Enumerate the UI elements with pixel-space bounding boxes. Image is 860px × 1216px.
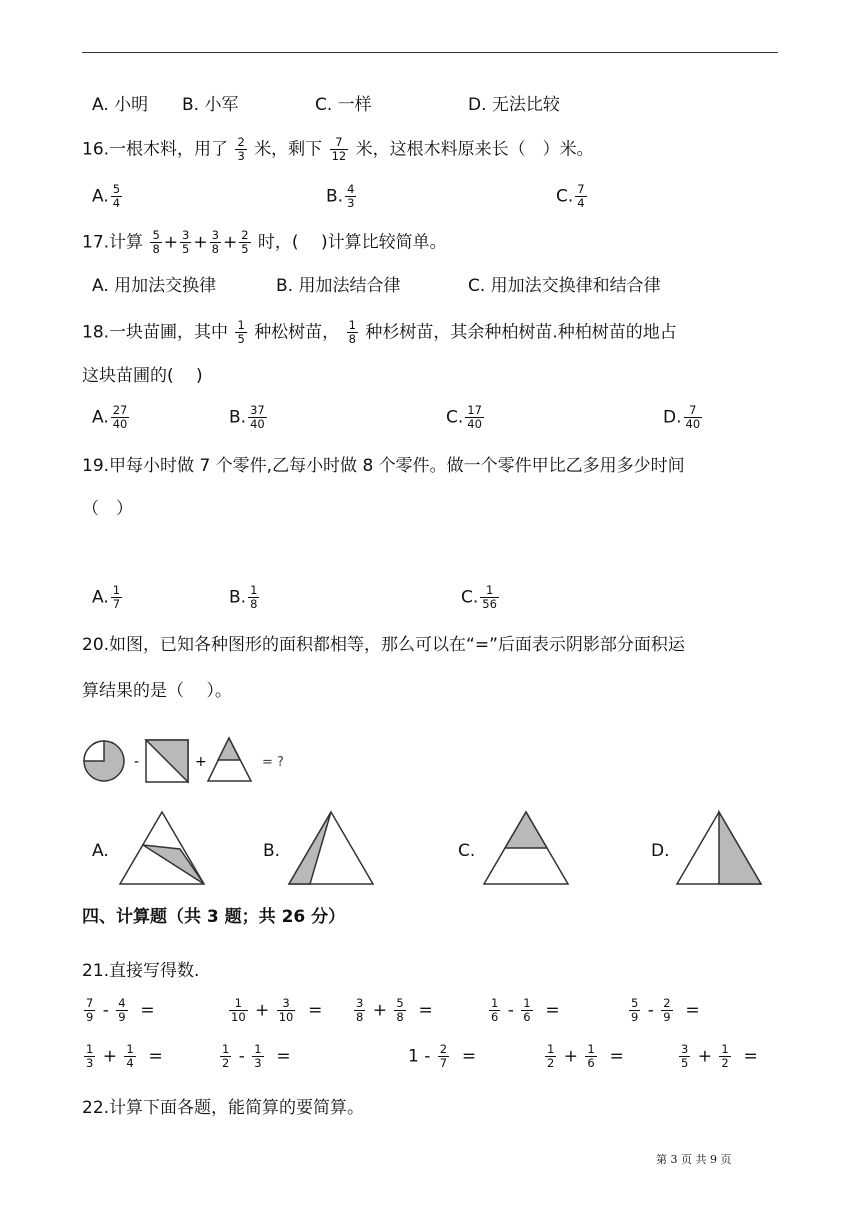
fraction [719,1043,730,1070]
fraction [124,1043,135,1070]
fraction [210,229,221,256]
q18-text-mid: 种松树苗， [254,322,340,343]
q18-option-a[interactable] [92,404,131,431]
q21-expression [543,1043,624,1070]
numerator: 1 [485,583,494,597]
option-letter: C. [461,587,479,608]
q20-option-d-label[interactable]: D. [651,841,670,861]
equals-sign: = [276,1046,291,1067]
q16-option-a[interactable] [92,183,124,210]
fraction [438,1043,449,1070]
numerator: 1 [348,318,356,332]
q19-question-line1: 19.甲每小时做 7 个零件,乙每小时做 8 个零件。做一个零件甲比乙多用多少时间 [82,456,685,476]
option-letter: C. [446,407,464,428]
fraction [345,183,356,210]
operator: + [255,1000,270,1021]
header-rule [82,52,778,53]
q17-text-pre: 17.计算 [82,232,144,253]
q16-text-post: 米，这根木料原来长（ ）米。 [355,139,594,160]
q21-expression [627,997,700,1024]
denominator: 4 [112,196,121,210]
fraction [248,404,267,431]
numerator: 1 [491,996,499,1010]
numerator: 5 [631,996,639,1010]
numerator: 1 [721,1042,729,1056]
triangle-shaded-top [218,738,240,760]
fraction [684,404,703,431]
q20-question-line2: 算结果的是（ ）。 [82,681,232,701]
numerator: 1 [587,1042,595,1056]
numerator: 3 [681,1042,689,1056]
denominator: 12 [331,149,347,163]
denominator: 5 [182,242,190,256]
q20-option-b-figure[interactable] [284,808,380,888]
q19-question-line2: （ ） [82,499,133,519]
fraction [111,404,130,431]
q21-expression [677,1043,758,1070]
numerator: 4 [347,182,355,196]
numerator: 1 [86,1042,94,1056]
denominator: 7 [439,1056,448,1070]
operator: - [647,1000,654,1021]
numerator: 1 [547,1042,555,1056]
equals-sign: = [461,1046,477,1067]
numerator: 1 [237,318,245,332]
numerator: 17 [467,403,482,417]
q15-option-b[interactable]: B. 小军 [182,95,239,115]
fraction [354,997,365,1024]
numerator: 3 [211,228,219,242]
operator: - [102,1000,109,1021]
denominator: 8 [250,597,258,611]
q15-option-c[interactable]: C. 一样 [315,95,372,115]
operator: + [102,1046,117,1067]
fraction [180,229,191,256]
q20-option-d-figure[interactable] [672,808,768,888]
denominator: 8 [152,242,160,256]
plus-sign: + [193,232,208,253]
plus-sign: + [222,232,238,253]
numerator: 1 [234,996,242,1010]
numerator: 1 [126,1042,134,1056]
denominator: 3 [86,1056,94,1070]
fraction [347,319,358,346]
fraction [585,1043,596,1070]
denominator: 9 [86,1010,94,1024]
q20-equation-figure [82,734,322,788]
denominator: 56 [482,597,497,611]
fraction [111,584,122,611]
q16-text-pre: 16.一根木料，用了 [82,139,229,160]
operator: - [507,1000,514,1021]
q21-expression [487,997,560,1024]
denominator: 40 [467,417,482,431]
operator: - [238,1046,245,1067]
denominator: 8 [356,1010,364,1024]
plus-sign: + [163,232,179,253]
option-letter: D. [663,407,682,428]
q18-text-post: 种杉树苗，其余种柏树苗.种柏树苗的地占 [365,322,677,343]
q21-expression [352,997,433,1024]
equals-sign: = [148,1046,163,1067]
numerator: 3 [182,228,190,242]
q17-question [82,229,447,256]
q16-question [82,136,594,163]
option-letter: B. [229,587,247,608]
q15-option-d[interactable]: D. 无法比较 [468,95,560,115]
denominator: 6 [491,1010,499,1024]
fraction [489,997,500,1024]
q17-text-post: 时，( )计算比较简单。 [257,232,447,253]
denominator: 5 [241,242,249,256]
equals-question: = ? [262,755,284,770]
numerator: 1 [112,583,121,597]
q16-text-mid: 米，剩下 [254,139,323,160]
fraction [277,997,296,1024]
fraction [150,229,161,256]
denominator: 5 [237,332,245,346]
denominator: 10 [278,1010,294,1024]
denominator: 6 [587,1056,595,1070]
denominator: 9 [663,1010,671,1024]
equals-sign: = [743,1046,758,1067]
q18-option-b[interactable] [229,404,269,431]
fraction [330,136,349,163]
denominator: 2 [721,1056,729,1070]
fraction [394,997,405,1024]
q17-option-a[interactable]: A. 用加法交换律 [92,276,217,296]
fraction [220,1043,231,1070]
q20-question-line1: 20.如图，已知各种图形的面积都相等，那么可以在“=”后面表示阴影部分面积运 [82,635,685,655]
numerator: 1 [523,996,531,1010]
equals-sign: = [609,1046,624,1067]
q19-option-c[interactable] [461,584,501,611]
option-letter: C. [556,186,574,207]
fraction [521,997,532,1024]
q17-option-b[interactable]: B. 用加法结合律 [276,276,401,296]
denominator: 8 [348,332,356,346]
fraction [84,1043,95,1070]
numerator: 2 [663,996,671,1010]
q18-question [82,319,677,346]
operator: - [424,1046,431,1067]
q16-option-c[interactable] [556,183,589,210]
numerator: 1 [250,583,258,597]
numerator: 2 [241,228,249,242]
q21-expression [82,1043,163,1070]
equals-sign: = [140,1000,155,1021]
section-heading: 四、计算题（共 3 题；共 26 分） [82,907,346,927]
numerator: 2 [237,135,245,149]
denominator: 3 [237,149,245,163]
fraction [111,183,122,210]
denominator: 8 [396,1010,404,1024]
minus-sign: - [134,754,140,770]
numerator: 3 [282,996,290,1010]
numerator: 7 [335,135,343,149]
denominator: 2 [547,1056,555,1070]
fraction [252,1043,263,1070]
option-letter: B. [229,407,247,428]
denominator: 10 [231,1010,246,1024]
fraction [629,997,640,1024]
fraction [248,584,259,611]
q19-option-a[interactable] [92,584,124,611]
q21-title: 21.直接写得数. [82,961,200,981]
numerator: 27 [112,403,128,417]
operator: + [697,1046,712,1067]
denominator: 8 [211,242,219,256]
option-letter: B. [326,186,344,207]
q22-title: 22.计算下面各题，能简算的要简算。 [82,1098,365,1118]
q18-option-c[interactable] [446,404,486,431]
numerator: 5 [112,182,121,196]
fraction [545,1043,556,1070]
denominator: 7 [112,597,121,611]
q21-expression [218,1043,291,1070]
fraction [229,997,248,1024]
q20-option-b-label[interactable]: B. [263,841,281,861]
denominator: 6 [523,1010,531,1024]
denominator: 4 [577,196,585,210]
denominator: 9 [631,1010,639,1024]
numerator: 7 [577,182,585,196]
numerator: 37 [250,403,265,417]
q21-expression [82,997,155,1024]
numerator: 4 [118,996,126,1010]
fraction [661,997,672,1024]
q18-text-pre: 18.一块苗圃，其中 [82,322,229,343]
fraction [235,136,246,163]
page-footer: 第 3 页 共 9 页 [656,1153,732,1166]
denominator: 2 [222,1056,230,1070]
denominator: 40 [685,417,701,431]
q19-option-b[interactable] [229,584,261,611]
numerator: 5 [396,996,404,1010]
whole-number: 1 [408,1046,419,1067]
denominator: 3 [254,1056,262,1070]
shaded-right-half [719,812,761,884]
equals-sign: = [308,1000,323,1021]
numerator: 7 [86,996,94,1010]
q17-option-c[interactable]: C. 用加法交换律和结合律 [468,276,661,296]
q20-option-c-label[interactable]: C. [458,841,476,861]
q20-option-c-figure[interactable] [478,808,574,888]
q15-option-a[interactable]: A. 小明 [92,95,149,115]
q21-expression [408,1043,476,1070]
q16-option-b[interactable] [326,183,358,210]
q18-question-line2: 这块苗圃的( ) [82,366,203,386]
numerator: 3 [356,996,364,1010]
numerator: 5 [152,228,160,242]
denominator: 4 [126,1056,134,1070]
fraction [239,229,250,256]
operator: + [372,1000,387,1021]
fraction [465,404,484,431]
option-letter: A. [92,407,109,428]
q21-expression [227,997,322,1024]
denominator: 40 [250,417,265,431]
fraction [84,997,95,1024]
shaded-top-triangle [505,812,547,848]
numerator: 1 [222,1042,230,1056]
fraction [575,183,586,210]
option-letter: A. [92,587,109,608]
denominator: 40 [112,417,128,431]
numerator: 1 [254,1042,262,1056]
fraction [480,584,499,611]
fraction [116,997,127,1024]
equals-sign: = [545,1000,560,1021]
equals-sign: = [418,1000,433,1021]
fraction [679,1043,690,1070]
q20-option-a-label[interactable]: A. [92,841,109,861]
numerator: 2 [439,1042,448,1056]
option-letter: A. [92,186,109,207]
numerator: 7 [689,403,697,417]
circle-unshaded-quarter [84,741,104,761]
equals-sign: = [685,1000,700,1021]
denominator: 5 [681,1056,689,1070]
denominator: 3 [347,196,355,210]
denominator: 9 [118,1010,126,1024]
q20-option-a-figure[interactable] [114,808,210,888]
q18-option-d[interactable] [663,404,704,431]
plus-sign: + [195,754,207,770]
operator: + [563,1046,578,1067]
fraction [235,319,246,346]
